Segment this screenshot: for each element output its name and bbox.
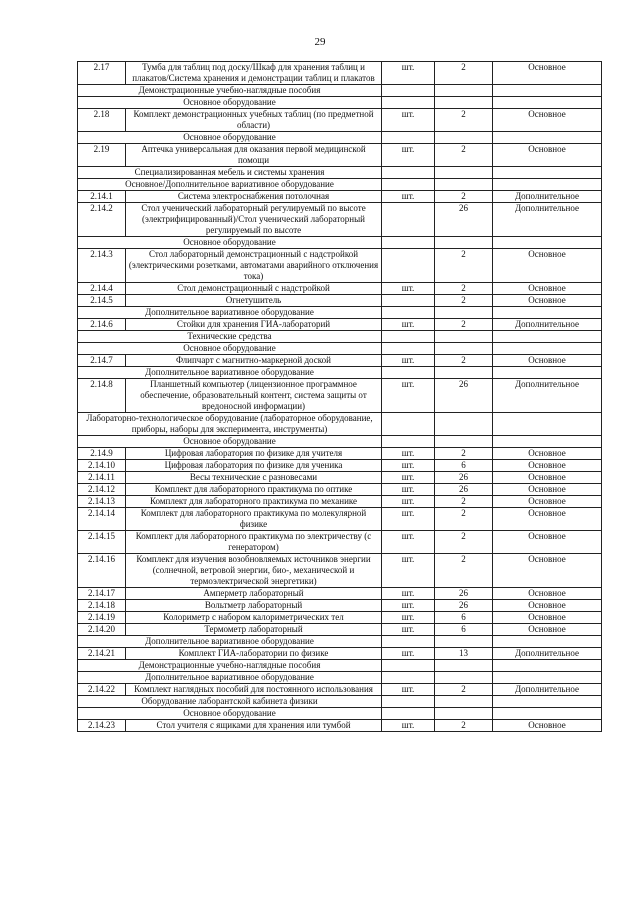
section-type-cell	[493, 179, 602, 191]
item-number-cell: 2.14.6	[78, 319, 126, 331]
item-number-cell: 2.14.15	[78, 531, 126, 554]
section-title: Дополнительное вариативное оборудование	[78, 307, 382, 319]
section-type-cell	[493, 307, 602, 319]
item-type-cell: Основное	[493, 448, 602, 460]
item-name-cell: Комплект демонстрационных учебных таблиц (по предметной области)	[126, 109, 382, 132]
section-unit-cell	[382, 331, 435, 343]
table-row	[78, 720, 602, 732]
item-name-cell: Аптечка универсальная для оказания первой медицинской помощи	[126, 144, 382, 167]
section-title: Оборудование лаборантской кабинета физики	[78, 696, 382, 708]
item-quantity-cell: 26	[435, 203, 493, 237]
section-title: Технические средства	[78, 331, 382, 343]
table-row	[78, 144, 602, 167]
table-row	[78, 612, 602, 624]
item-number-cell: 2.14.3	[78, 249, 126, 283]
item-number-cell: 2.18	[78, 109, 126, 132]
section-qty-cell	[435, 672, 493, 684]
item-type-cell: Дополнительное	[493, 203, 602, 237]
table-row	[78, 624, 602, 636]
item-name-cell: Планшетный компьютер (лицензионное программное обеспечение, образовательный контент, система защиты от вредоносной информации)	[126, 379, 382, 413]
section-unit-cell	[382, 167, 435, 179]
item-type-cell: Основное	[493, 484, 602, 496]
item-unit-cell: шт.	[382, 319, 435, 331]
item-type-cell: Дополнительное	[493, 648, 602, 660]
item-number-cell: 2.14.16	[78, 554, 126, 588]
section-unit-cell	[382, 413, 435, 436]
item-quantity-cell: 2	[435, 109, 493, 132]
section-row	[78, 436, 602, 448]
section-type-cell	[493, 696, 602, 708]
item-number-cell: 2.17	[78, 62, 126, 85]
section-type-cell	[493, 660, 602, 672]
item-unit-cell: шт.	[382, 109, 435, 132]
section-title: Основное оборудование	[78, 97, 382, 109]
item-type-cell: Основное	[493, 624, 602, 636]
item-type-cell: Основное	[493, 62, 602, 85]
item-quantity-cell: 2	[435, 554, 493, 588]
section-unit-cell	[382, 696, 435, 708]
item-type-cell: Основное	[493, 554, 602, 588]
item-unit-cell: шт.	[382, 720, 435, 732]
item-unit-cell: шт.	[382, 531, 435, 554]
section-type-cell	[493, 85, 602, 97]
section-qty-cell	[435, 97, 493, 109]
section-row	[78, 179, 602, 191]
section-unit-cell	[382, 307, 435, 319]
table-row	[78, 531, 602, 554]
section-type-cell	[493, 672, 602, 684]
item-name-cell: Стол лабораторный демонстрационный с надстройкой (электрическими розетками, автоматами аварийного отключения тока)	[126, 249, 382, 283]
table-row	[78, 588, 602, 600]
table-row	[78, 295, 602, 307]
item-type-cell: Основное	[493, 144, 602, 167]
item-unit-cell: шт.	[382, 600, 435, 612]
item-unit-cell	[382, 203, 435, 237]
section-qty-cell	[435, 167, 493, 179]
table-row	[78, 508, 602, 531]
table-row	[78, 600, 602, 612]
section-unit-cell	[382, 237, 435, 249]
equipment-table	[77, 61, 602, 732]
section-title: Демонстрационные учебно-наглядные пособия	[78, 85, 382, 97]
section-row	[78, 343, 602, 355]
item-number-cell: 2.14.18	[78, 600, 126, 612]
section-unit-cell	[382, 97, 435, 109]
item-number-cell: 2.14.13	[78, 496, 126, 508]
item-type-cell: Основное	[493, 472, 602, 484]
section-type-cell	[493, 343, 602, 355]
item-name-cell: Термометр лабораторный	[126, 624, 382, 636]
table-row	[78, 62, 602, 85]
item-unit-cell: шт.	[382, 588, 435, 600]
item-number-cell: 2.14.21	[78, 648, 126, 660]
section-row	[78, 331, 602, 343]
item-number-cell: 2.14.20	[78, 624, 126, 636]
table-row	[78, 319, 602, 331]
section-qty-cell	[435, 179, 493, 191]
item-unit-cell: шт.	[382, 508, 435, 531]
item-name-cell: Комплект для лабораторного практикума по электричеству (с генератором)	[126, 531, 382, 554]
item-type-cell: Дополнительное	[493, 319, 602, 331]
item-name-cell: Цифровая лаборатория по физике для учителя	[126, 448, 382, 460]
section-title: Основное/Дополнительное вариативное оборудование	[78, 179, 382, 191]
item-name-cell: Огнетушитель	[126, 295, 382, 307]
section-row	[78, 85, 602, 97]
item-quantity-cell: 2	[435, 144, 493, 167]
table-row	[78, 203, 602, 237]
section-type-cell	[493, 132, 602, 144]
item-quantity-cell: 2	[435, 496, 493, 508]
section-unit-cell	[382, 85, 435, 97]
item-name-cell: Стол учителя с ящиками для хранения или тумбой	[126, 720, 382, 732]
item-quantity-cell: 26	[435, 484, 493, 496]
item-quantity-cell: 2	[435, 249, 493, 283]
item-name-cell: Колориметр с набором калориметрических тел	[126, 612, 382, 624]
item-unit-cell: шт.	[382, 191, 435, 203]
item-number-cell: 2.14.12	[78, 484, 126, 496]
section-title: Лабораторно-технологическое оборудование (лабораторное оборудование, приборы, наборы для эксперимента, инструменты)	[78, 413, 382, 436]
table-row	[78, 684, 602, 696]
item-unit-cell	[382, 295, 435, 307]
section-row	[78, 708, 602, 720]
item-unit-cell: шт.	[382, 648, 435, 660]
item-unit-cell: шт.	[382, 355, 435, 367]
item-quantity-cell: 26	[435, 379, 493, 413]
item-number-cell: 2.14.5	[78, 295, 126, 307]
item-unit-cell: шт.	[382, 484, 435, 496]
item-quantity-cell: 26	[435, 600, 493, 612]
table-row	[78, 496, 602, 508]
section-row	[78, 167, 602, 179]
section-unit-cell	[382, 132, 435, 144]
section-row	[78, 237, 602, 249]
table-row	[78, 355, 602, 367]
section-unit-cell	[382, 672, 435, 684]
table-row	[78, 648, 602, 660]
section-row	[78, 672, 602, 684]
page-number: 29	[314, 36, 326, 48]
section-qty-cell	[435, 132, 493, 144]
item-quantity-cell: 13	[435, 648, 493, 660]
section-qty-cell	[435, 331, 493, 343]
section-title: Демонстрационные учебно-наглядные пособия	[78, 660, 382, 672]
table-row	[78, 484, 602, 496]
item-type-cell: Основное	[493, 720, 602, 732]
section-qty-cell	[435, 636, 493, 648]
item-name-cell: Весы технические с разновесами	[126, 472, 382, 484]
item-number-cell: 2.14.8	[78, 379, 126, 413]
item-type-cell: Дополнительное	[493, 191, 602, 203]
section-type-cell	[493, 636, 602, 648]
section-type-cell	[493, 436, 602, 448]
item-unit-cell: шт.	[382, 684, 435, 696]
table-row	[78, 249, 602, 283]
table-row	[78, 554, 602, 588]
item-number-cell: 2.14.22	[78, 684, 126, 696]
section-title: Основное оборудование	[78, 132, 382, 144]
item-name-cell: Тумба для таблиц под доску/Шкаф для хранения таблиц и плакатов/Система хранения и демонстрации таблиц и плакатов	[126, 62, 382, 85]
section-title: Специализированная мебель и системы хранения	[78, 167, 382, 179]
section-qty-cell	[435, 237, 493, 249]
item-name-cell: Стол демонстрационный с надстройкой	[126, 283, 382, 295]
item-type-cell: Основное	[493, 249, 602, 283]
item-unit-cell: шт.	[382, 283, 435, 295]
item-unit-cell: шт.	[382, 496, 435, 508]
item-name-cell: Система электроснабжения потолочная	[126, 191, 382, 203]
item-quantity-cell: 2	[435, 62, 493, 85]
item-type-cell: Основное	[493, 283, 602, 295]
item-name-cell: Комплект для изучения возобновляемых источников энергии (солнечной, ветровой энергии, био-, механической и термоэлектрической энергетики)	[126, 554, 382, 588]
item-quantity-cell: 2	[435, 531, 493, 554]
section-row	[78, 367, 602, 379]
item-number-cell: 2.14.23	[78, 720, 126, 732]
item-type-cell: Основное	[493, 109, 602, 132]
item-quantity-cell: 2	[435, 508, 493, 531]
section-row	[78, 413, 602, 436]
item-unit-cell: шт.	[382, 448, 435, 460]
section-unit-cell	[382, 436, 435, 448]
item-name-cell: Комплект для лабораторного практикума по механике	[126, 496, 382, 508]
item-type-cell: Основное	[493, 531, 602, 554]
item-number-cell: 2.14.11	[78, 472, 126, 484]
item-unit-cell: шт.	[382, 379, 435, 413]
item-name-cell: Комплект наглядных пособий для постоянного использования	[126, 684, 382, 696]
section-qty-cell	[435, 436, 493, 448]
item-quantity-cell: 6	[435, 460, 493, 472]
item-quantity-cell: 2	[435, 355, 493, 367]
item-type-cell: Основное	[493, 460, 602, 472]
item-unit-cell: шт.	[382, 472, 435, 484]
section-qty-cell	[435, 708, 493, 720]
item-quantity-cell: 2	[435, 319, 493, 331]
table-row	[78, 191, 602, 203]
equipment-table-body	[78, 62, 602, 732]
item-quantity-cell: 2	[435, 684, 493, 696]
item-quantity-cell: 6	[435, 624, 493, 636]
section-title: Дополнительное вариативное оборудование	[78, 672, 382, 684]
item-quantity-cell: 2	[435, 720, 493, 732]
item-number-cell: 2.14.7	[78, 355, 126, 367]
section-unit-cell	[382, 367, 435, 379]
section-title: Дополнительное вариативное оборудование	[78, 636, 382, 648]
item-number-cell: 2.19	[78, 144, 126, 167]
item-type-cell: Основное	[493, 612, 602, 624]
section-title: Основное оборудование	[78, 343, 382, 355]
item-number-cell: 2.14.1	[78, 191, 126, 203]
item-type-cell: Основное	[493, 496, 602, 508]
item-name-cell: Комплект для лабораторного практикума по оптике	[126, 484, 382, 496]
item-unit-cell: шт.	[382, 554, 435, 588]
item-name-cell: Амперметр лабораторный	[126, 588, 382, 600]
item-name-cell: Стол ученический лабораторный регулируемый по высоте (электрифицированный)/Стол ученический лабораторный регулируемый по высоте	[126, 203, 382, 237]
section-row	[78, 636, 602, 648]
item-number-cell: 2.14.19	[78, 612, 126, 624]
item-unit-cell: шт.	[382, 612, 435, 624]
item-type-cell: Основное	[493, 600, 602, 612]
item-type-cell: Основное	[493, 508, 602, 531]
item-number-cell: 2.14.17	[78, 588, 126, 600]
section-row	[78, 97, 602, 109]
table-row	[78, 283, 602, 295]
section-unit-cell	[382, 179, 435, 191]
section-qty-cell	[435, 367, 493, 379]
section-type-cell	[493, 237, 602, 249]
item-quantity-cell: 2	[435, 448, 493, 460]
item-quantity-cell: 6	[435, 612, 493, 624]
item-type-cell: Основное	[493, 295, 602, 307]
section-qty-cell	[435, 307, 493, 319]
section-row	[78, 307, 602, 319]
item-number-cell: 2.14.4	[78, 283, 126, 295]
section-type-cell	[493, 367, 602, 379]
item-unit-cell: шт.	[382, 62, 435, 85]
section-unit-cell	[382, 343, 435, 355]
section-title: Основное оборудование	[78, 237, 382, 249]
section-type-cell	[493, 413, 602, 436]
section-row	[78, 660, 602, 672]
section-row	[78, 132, 602, 144]
item-quantity-cell: 26	[435, 472, 493, 484]
item-name-cell: Стойки для хранения ГИА-лабораторий	[126, 319, 382, 331]
item-number-cell: 2.14.9	[78, 448, 126, 460]
item-quantity-cell: 2	[435, 295, 493, 307]
table-row	[78, 448, 602, 460]
table-row	[78, 472, 602, 484]
item-unit-cell: шт.	[382, 460, 435, 472]
section-unit-cell	[382, 708, 435, 720]
section-qty-cell	[435, 85, 493, 97]
section-qty-cell	[435, 696, 493, 708]
section-type-cell	[493, 97, 602, 109]
item-number-cell: 2.14.14	[78, 508, 126, 531]
section-type-cell	[493, 331, 602, 343]
item-name-cell: Вольтметр лабораторный	[126, 600, 382, 612]
item-number-cell: 2.14.2	[78, 203, 126, 237]
item-type-cell: Дополнительное	[493, 684, 602, 696]
section-title: Основное оборудование	[78, 708, 382, 720]
section-unit-cell	[382, 660, 435, 672]
item-quantity-cell: 26	[435, 588, 493, 600]
section-qty-cell	[435, 413, 493, 436]
table-row	[78, 379, 602, 413]
item-quantity-cell: 2	[435, 283, 493, 295]
section-row	[78, 696, 602, 708]
table-row	[78, 460, 602, 472]
item-unit-cell: шт.	[382, 624, 435, 636]
section-qty-cell	[435, 660, 493, 672]
section-title: Дополнительное вариативное оборудование	[78, 367, 382, 379]
section-qty-cell	[435, 343, 493, 355]
table-row	[78, 109, 602, 132]
item-type-cell: Основное	[493, 355, 602, 367]
item-type-cell: Дополнительное	[493, 379, 602, 413]
section-type-cell	[493, 708, 602, 720]
item-name-cell: Комплект для лабораторного практикума по молекулярной физике	[126, 508, 382, 531]
section-unit-cell	[382, 636, 435, 648]
item-type-cell: Основное	[493, 588, 602, 600]
item-name-cell: Флипчарт с магнитно-маркерной доской	[126, 355, 382, 367]
item-unit-cell: шт.	[382, 144, 435, 167]
item-unit-cell	[382, 249, 435, 283]
section-type-cell	[493, 167, 602, 179]
item-number-cell: 2.14.10	[78, 460, 126, 472]
section-title: Основное оборудование	[78, 436, 382, 448]
item-name-cell: Комплект ГИА-лаборатории по физике	[126, 648, 382, 660]
item-name-cell: Цифровая лаборатория по физике для ученика	[126, 460, 382, 472]
item-quantity-cell: 2	[435, 191, 493, 203]
